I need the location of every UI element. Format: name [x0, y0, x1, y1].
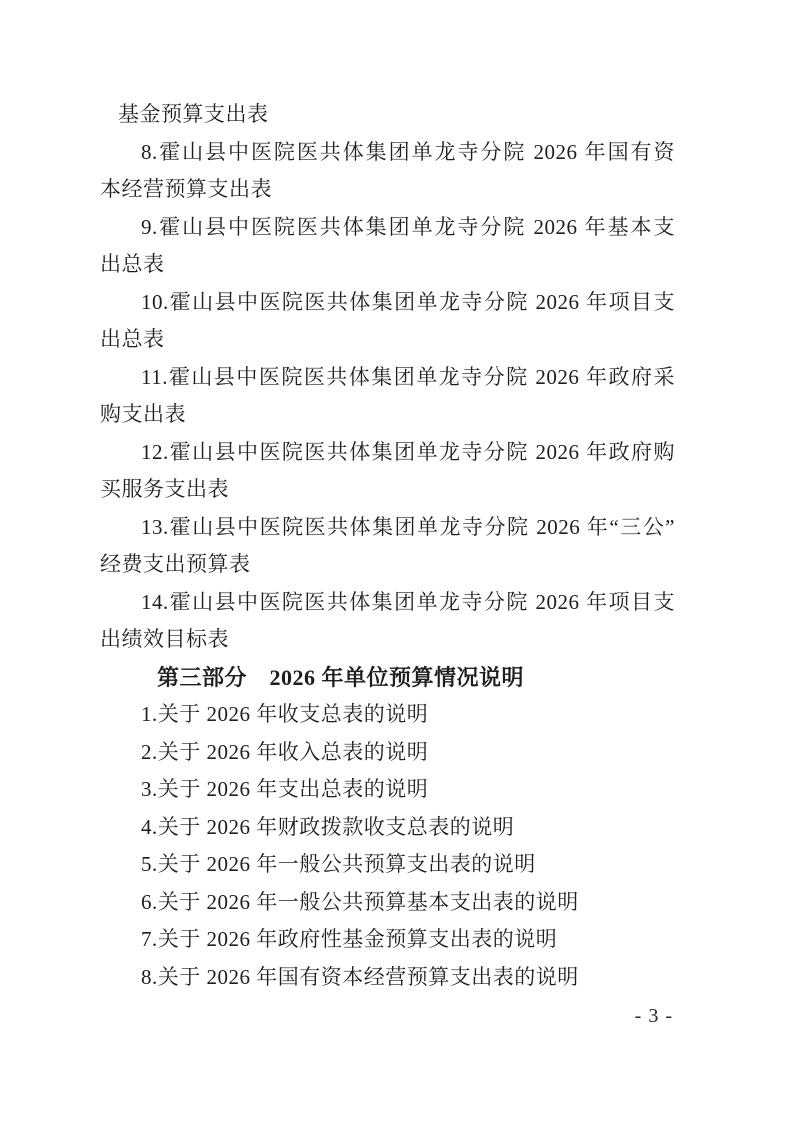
toc-entry-line: 14.霍山县中医院医共体集团单龙寺分院 2026 年项目支: [141, 589, 675, 614]
toc-continuation-line: 出总表: [100, 327, 165, 351]
toc-continuation-line: 本经营预算支出表: [100, 177, 272, 201]
toc-continuation-line: 出绩效目标表: [100, 627, 229, 651]
toc-entry-line: 11.霍山县中医院医共体集团单龙寺分院 2026 年政府采: [141, 364, 675, 389]
toc-continuation-line: 买服务支出表: [100, 477, 229, 501]
toc-entry-line: 10.霍山县中医院医共体集团单龙寺分院 2026 年项目支: [141, 289, 675, 314]
page-number: - 3 -: [634, 1005, 673, 1027]
toc-item-line: 3.关于 2026 年支出总表的说明: [141, 777, 429, 801]
toc-item-line: 8.关于 2026 年国有资本经营预算支出表的说明: [141, 964, 579, 989]
toc-continuation-line: 经费支出预算表: [100, 552, 251, 576]
toc-continuation-line: 基金预算支出表: [118, 102, 269, 126]
toc-item-line: 2.关于 2026 年收入总表的说明: [141, 739, 429, 764]
toc-entry-line: 12.霍山县中医院医共体集团单龙寺分院 2026 年政府购: [141, 439, 675, 464]
toc-item-line: 7.关于 2026 年政府性基金预算支出表的说明: [141, 927, 558, 951]
toc-continuation-line: 出总表: [100, 252, 165, 276]
section-heading: 第三部分 2026 年单位预算情况说明: [157, 664, 525, 690]
toc-text-block: [100, 96, 675, 996]
toc-entry-line: 8.霍山县中医院医共体集团单龙寺分院 2026 年国有资: [141, 139, 675, 164]
toc-item-line: 1.关于 2026 年收支总表的说明: [141, 702, 429, 726]
toc-item-line: 5.关于 2026 年一般公共预算支出表的说明: [141, 852, 536, 876]
toc-item-line: 4.关于 2026 年财政拨款收支总表的说明: [141, 814, 515, 839]
toc-continuation-line: 购支出表: [100, 402, 186, 426]
toc-entry-line: 9.霍山县中医院医共体集团单龙寺分院 2026 年基本支: [141, 214, 675, 239]
toc-item-line: 6.关于 2026 年一般公共预算基本支出表的说明: [141, 889, 579, 914]
toc-entry-line: 13.霍山县中医院医共体集团单龙寺分院 2026 年“三公”: [141, 514, 675, 539]
